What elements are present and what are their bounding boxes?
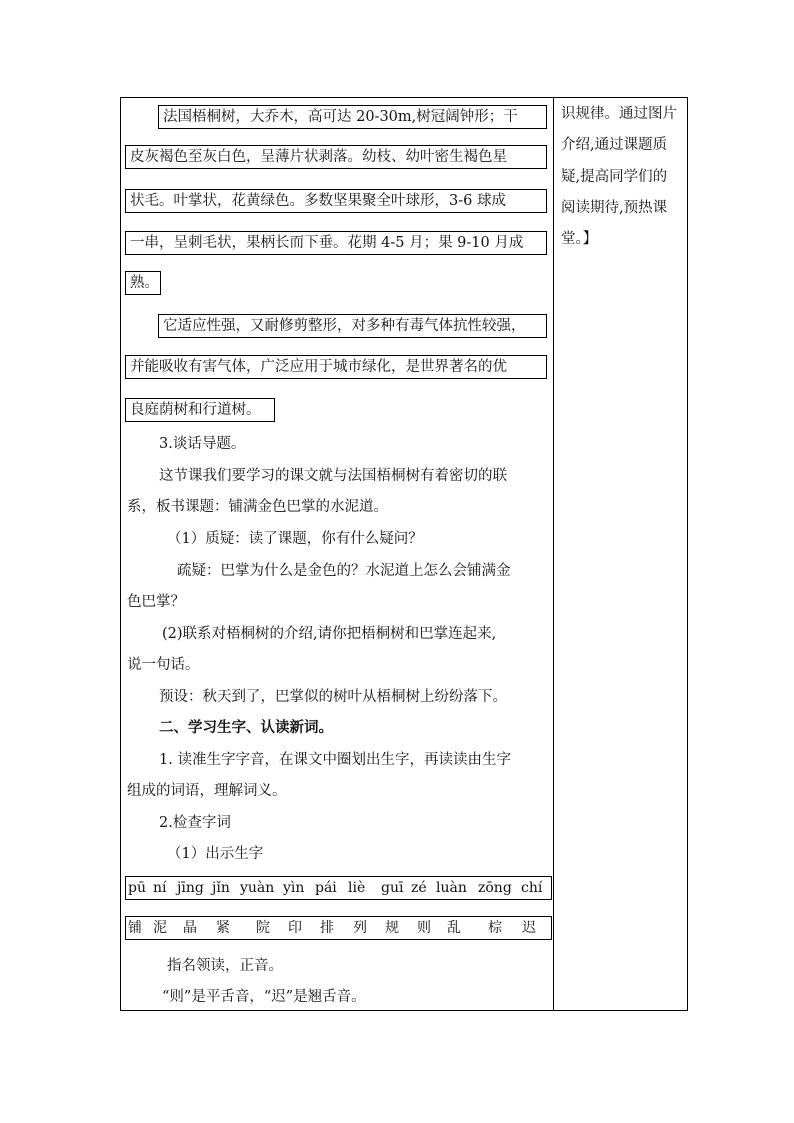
answer-line: 疏疑：巴掌为什么是金色的？水泥道上怎么会铺满金 bbox=[177, 563, 511, 579]
char-cell: 印 bbox=[288, 920, 302, 936]
question-line: （1）质疑：读了课题，你有什么疑问？ bbox=[167, 531, 423, 547]
side-note-line: 介绍,通过课题质 bbox=[561, 137, 668, 153]
step-line: 2.检查字词 bbox=[159, 815, 231, 831]
box1-line-1: 法国梧桐树，大乔木，高可达 20-30m,树冠阔钟形；干 bbox=[158, 105, 547, 129]
box1-line-5: 熟。 bbox=[125, 271, 161, 295]
pinyin-cell: liè bbox=[348, 880, 366, 896]
pinyin-cell: luàn bbox=[436, 880, 467, 896]
char-cell: 紧 bbox=[216, 920, 230, 936]
char-cell: 棕 bbox=[488, 920, 502, 936]
pinyin-cell: yìn bbox=[283, 880, 305, 896]
pinyin-cell: yuàn bbox=[240, 880, 275, 896]
characters-row bbox=[125, 916, 552, 940]
char-cell: 则 bbox=[417, 920, 431, 936]
pinyin-row bbox=[125, 876, 552, 900]
char-cell: 铺 bbox=[128, 920, 142, 936]
box2-line-3: 良庭荫树和行道树。 bbox=[125, 398, 275, 422]
char-cell: 列 bbox=[353, 920, 367, 936]
char-cell: 乱 bbox=[447, 920, 461, 936]
side-note-line: 阅读期待,预热课 bbox=[561, 200, 668, 216]
step-line: 组成的词语，理解词义。 bbox=[127, 783, 287, 799]
char-cell: 院 bbox=[256, 920, 270, 936]
answer-line: 色巴掌？ bbox=[127, 594, 185, 610]
pinyin-cell: guī bbox=[381, 880, 404, 896]
box1-line-3: 状毛。叶掌状，花黄绿色。多数坚果聚全叶球形，3-6 球成 bbox=[125, 189, 547, 213]
read-aloud-line: 指名领读，正音。 bbox=[167, 958, 283, 974]
char-cell: 晶 bbox=[183, 920, 197, 936]
side-note-line: 堂。】 bbox=[561, 231, 598, 247]
box1-line-4: 一串，呈刺毛状，果柄长而下垂。花期 4-5 月；果 9-10 月成 bbox=[125, 231, 547, 255]
char-cell: 泥 bbox=[153, 920, 167, 936]
pinyin-cell: jīng bbox=[177, 880, 204, 896]
pinyin-cell: jǐn bbox=[212, 880, 230, 896]
para-line: 系，板书课题：铺满金色巴掌的水泥道。 bbox=[127, 499, 388, 515]
char-cell: 迟 bbox=[522, 920, 536, 936]
char-cell: 排 bbox=[320, 920, 334, 936]
box2-line-2: 并能吸收有害气体，广泛应用于城市绿化，是世界著名的优 bbox=[125, 355, 547, 379]
pinyin-cell: pū bbox=[128, 880, 146, 896]
step-line: （1）出示生字 bbox=[167, 846, 264, 862]
pronunciation-note: “则”是平舌音，“迟”是翘舌音。 bbox=[162, 989, 366, 1005]
box2-line-1: 它适应性强，又耐修剪整形，对多种有毒气体抗性较强， bbox=[158, 314, 547, 338]
pinyin-cell: chí bbox=[521, 880, 543, 896]
task-line: 说一句话。 bbox=[127, 657, 200, 673]
step-line: 1. 读准生字字音，在课文中圈划出生字，再读读由生字 bbox=[159, 752, 511, 768]
preset-line: 预设：秋天到了，巴掌似的树叶从梧桐树上纷纷落下。 bbox=[159, 689, 507, 705]
pinyin-cell: pái bbox=[315, 880, 337, 896]
task-line: (2)联系对梧桐树的介绍,请你把梧桐树和巴掌连起来, bbox=[162, 626, 497, 642]
pinyin-cell: zé bbox=[411, 880, 427, 896]
column-divider bbox=[553, 97, 554, 1011]
pinyin-cell: zōng bbox=[478, 880, 512, 896]
section-2-heading: 二、学习生字、认读新词。 bbox=[159, 719, 333, 736]
side-note-line: 疑,提高同学们的 bbox=[561, 169, 668, 185]
section-3-title: 3.谈话导题。 bbox=[159, 436, 246, 452]
char-cell: 规 bbox=[385, 920, 399, 936]
side-note-line: 识规律。通过图片 bbox=[561, 106, 677, 122]
box1-line-2: 皮灰褐色至灰白色，呈薄片状剥落。幼枝、幼叶密生褐色星 bbox=[125, 145, 547, 169]
pinyin-cell: ní bbox=[153, 880, 167, 896]
para-line: 这节课我们要学习的课文就与法国梧桐树有着密切的联 bbox=[159, 468, 507, 484]
